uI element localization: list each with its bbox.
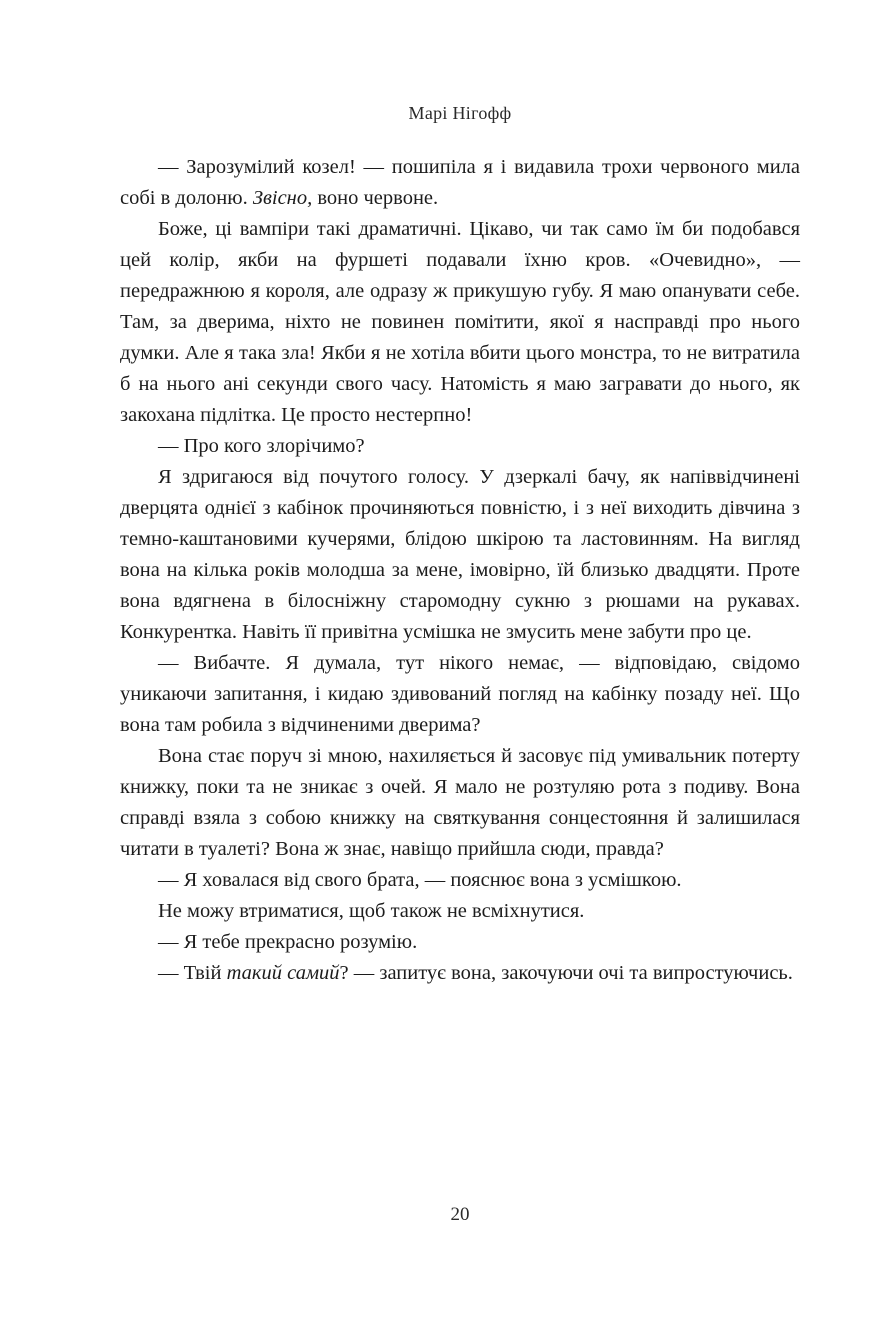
text-run-italic: Звісно, [252, 187, 313, 209]
paragraph [120, 958, 800, 989]
text-run-italic: такий самий [226, 962, 340, 984]
text-run: Не можу втриматися, щоб також не всміхнутися. [158, 900, 585, 922]
paragraph [120, 431, 800, 462]
paragraph [120, 741, 800, 865]
paragraph [120, 648, 800, 741]
text-run: Я здригаюся від почутого голосу. У дзеркалі бачу, як напіввідчинені дверцята однієї з кабінок прочиняються повністю, і з неї виходить дівчина з темно-каштановими кучерями, блідою шкірою та ластовинням. На вигляд вона на кілька років молодша за мене, імовірно, їй близько двадцяти. Проте вона вдягнена в білосніжну старомодну сукню з рюшами на рукавах. Конкурентка. Навіть її привітна усмішка не змусить мене забути про це. [120, 466, 800, 643]
page-body [120, 152, 800, 989]
page-number: 20 [450, 1204, 470, 1225]
text-run: — Про кого злорічимо? [158, 435, 365, 457]
paragraph [120, 927, 800, 958]
running-header: Марі Нігофф [408, 103, 512, 123]
text-run: — Я ховалася від свого брата, — пояснює вона з усмішкою. [158, 869, 682, 891]
text-run: — Твій [158, 962, 227, 984]
paragraph [120, 865, 800, 896]
paragraph [120, 152, 800, 214]
text-run: — Я тебе прекрасно розумію. [158, 931, 418, 953]
text-run: — Зарозумілий козел! — пошипіла я і видавила трохи червоного мила собі в долоню. [120, 156, 800, 209]
text-run: воно червоне. [312, 187, 439, 209]
paragraph [120, 896, 800, 927]
paragraph [120, 462, 800, 648]
paragraph [120, 214, 800, 431]
text-run: — Вибачте. Я думала, тут нікого немає, — відповідаю, свідомо уникаючи запитання, і кидаю здивований погляд на кабінку позаду неї. Що вона там робила з відчиненими дверима? [120, 652, 800, 736]
text-run: Вона стає поруч зі мною, нахиляється й засовує під умивальник потерту книжку, поки та не зникає з очей. Я мало не розтуляю рота з подиву. Вона справді взяла з собою книжку на святкування сонцестояння й залишилася читати в туалеті? Вона ж знає, навіщо прийшла сюди, правда? [120, 745, 800, 860]
text-run: Боже, ці вампіри такі драматичні. Цікаво, чи так само їм би подобався цей колір, якби на фуршеті подавали їхню кров. «Очевидно», — передражнюю я короля, але одразу ж прикушую губу. Я маю опанувати себе. Там, за дверима, ніхто не повинен помітити, якої я насправді про нього думки. Але я така зла! Якби я не хотіла вбити цього монстра, то не витратила б на нього ані секунди свого часу. Натомість я маю загравати до нього, як закохана підлітка. Це просто нестерпно! [120, 218, 800, 426]
text-run: ? — запитує вона, закочуючи очі та випростуючись. [339, 962, 793, 984]
